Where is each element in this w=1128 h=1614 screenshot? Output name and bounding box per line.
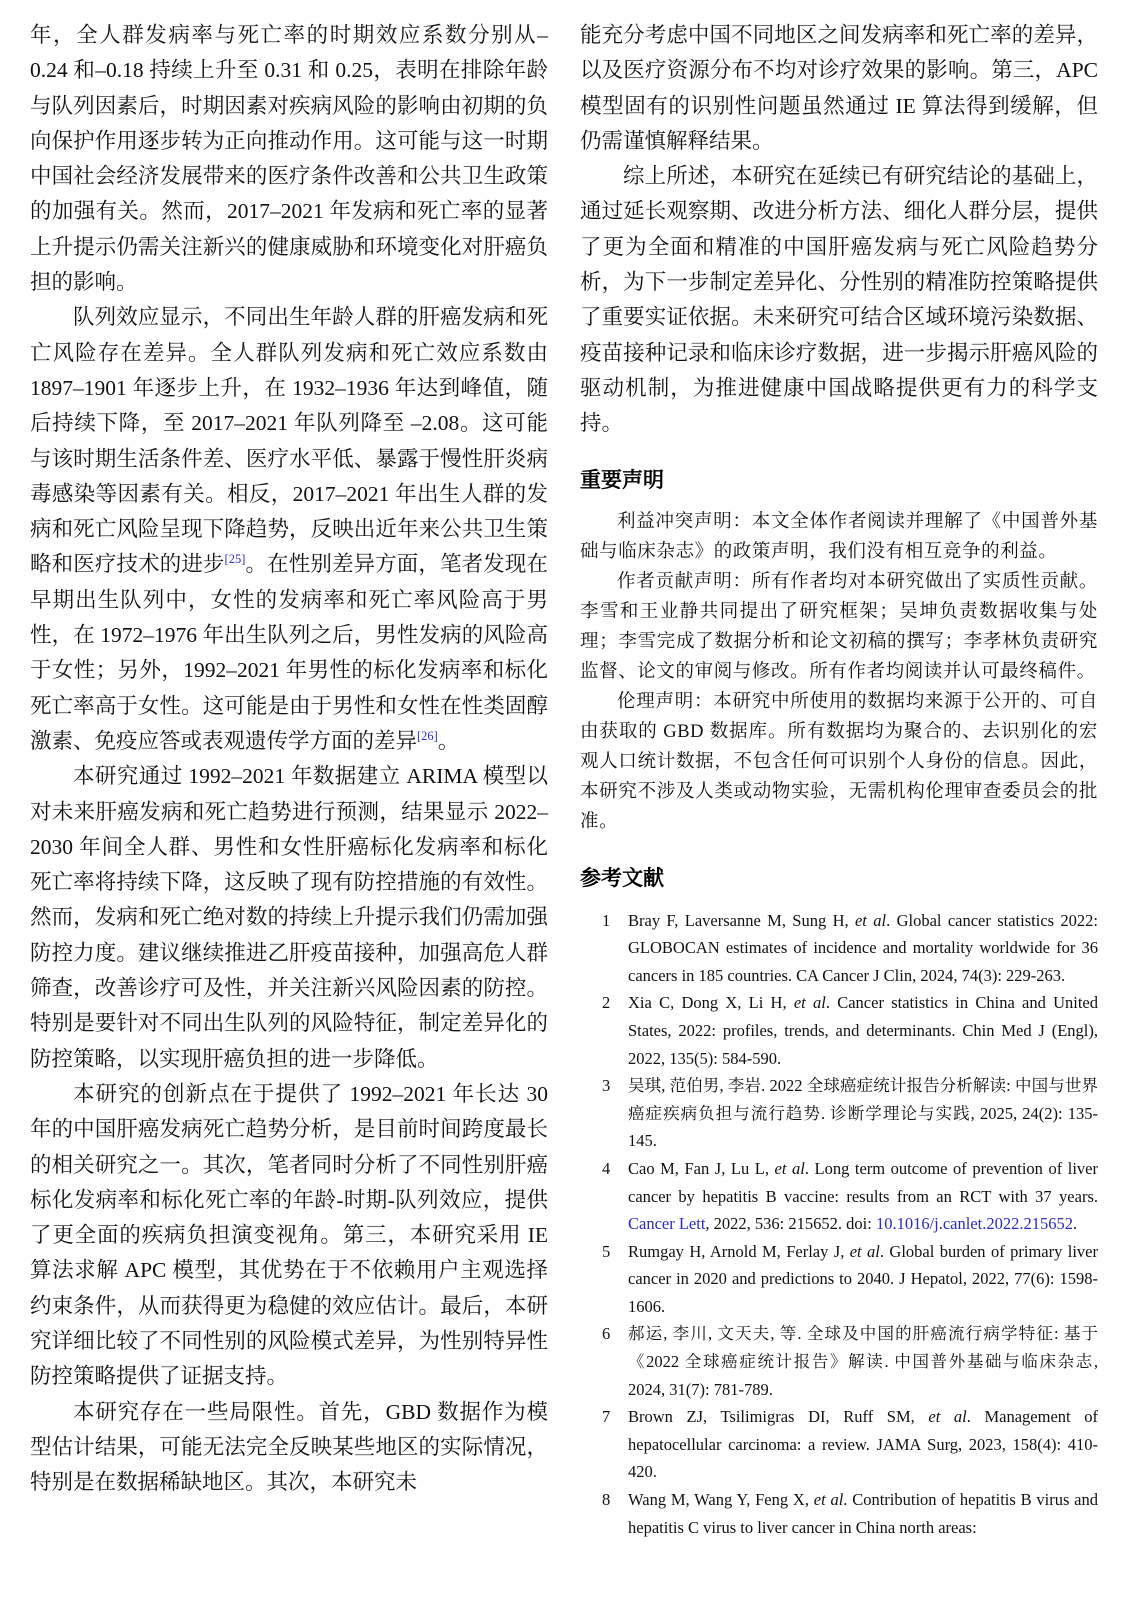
reference-etal: et al [854, 910, 887, 930]
reference-item-1 [580, 907, 1098, 990]
paragraph-period-effect: 年，全人群发病率与死亡率的时期效应系数分别从–0.24 和–0.18 持续上升至 0.31 和 0.25，表明在排除年龄与队列因素后，时期因素对疾病风险的影响由初期的负向保护作用逐步转为正向推动作用。这可能与这一时期中国社会经济发展带来的医疗条件改善和公共卫生政策的加强有关。然而，2017–2021 年发病和死亡率的显著上升提示仍需关注新兴的健康威胁和环境变化对肝癌负担的影响。 [30, 23, 548, 295]
citation-ref-25[interactable]: [25] [224, 552, 246, 567]
left-column [30, 18, 548, 1500]
journal-link-cancer-lett[interactable]: Cancer Lett [628, 1214, 706, 1234]
reference-text: . Management of hepatocellular carcinoma: a review. JAMA Surg, 2023, 158(4): 410-420. [628, 1407, 1098, 1482]
reference-number: 7 [602, 1407, 611, 1427]
paragraph-arima-forecast: 本研究通过 1992–2021 年数据建立 ARIMA 模型以对未来肝癌发病和死亡趋势进行预测，结果显示 2022–2030 年间全人群、男性和女性肝癌标化发病率和标化死亡率将持续下降，这反映了现有防控措施的有效性。然而，发病和死亡绝对数的持续上升提示我们仍需加强防控力度。建议继续推进乙肝疫苗接种，加强高危人群筛查，改善诊疗可及性，并关注新兴风险因素的防控。特别是要针对不同出生队列的风险特征，制定差异化的防控策略，以实现肝癌负担的进一步降低。 [30, 764, 548, 1071]
reference-item-7 [580, 1403, 1098, 1486]
reference-item-5 [580, 1238, 1098, 1321]
reference-text: , 2022, 536: 215652. doi: [705, 1214, 876, 1234]
reference-text: . Cancer statistics in China and United States, 2022: profiles, trends, and determinants. Chin Med J (Engl), 2022, 135(5): 584-590. [628, 993, 1099, 1068]
reference-item-3 [580, 1072, 1098, 1155]
reference-item-2 [580, 989, 1098, 1072]
reference-text: Bray F, Laversanne M, Sung H, [628, 910, 855, 930]
reference-item-4 [580, 1155, 1098, 1238]
references-heading: 参考文献 [580, 866, 664, 890]
reference-etal: et al [928, 1407, 967, 1427]
reference-text: Cao M, Fan J, Lu L, [628, 1158, 775, 1178]
reference-text: 吴琪, 范伯男, 李岩. 2022 全球癌症统计报告分析解读: 中国与世界癌症疾病负担与流行趋势. 诊断学理论与实践, 2025, 24(2): 135-145. [628, 1076, 1098, 1151]
reference-number: 6 [602, 1324, 611, 1344]
reference-text: . Global burden of primary liver cancer in 2020 and predictions to 2040. J Hepatol, 2022, 77(6): 1598-1606. [628, 1241, 1098, 1316]
reference-text: Wang M, Wang Y, Feng X, [628, 1490, 814, 1510]
paragraph-limitations-cont: 能充分考虑中国不同地区之间发病率和死亡率的差异，以及医疗资源分布不均对诊疗效果的影响。第三，APC 模型固有的识别性问题虽然通过 IE 算法得到缓解，但仍需谨慎解释结果。 [580, 23, 1098, 153]
reference-item-6 [580, 1320, 1098, 1403]
right-column [580, 18, 1098, 1541]
statement-ethics: 伦理声明：本研究中所使用的数据均来源于公开的、可自由获取的 GBD 数据库。所有数据均为聚合的、去识别化的宏观人口统计数据，不包含任何可识别个人身份的信息。因此，本研究不涉及人类或动物实验，无需机构伦理审查委员会的批准。 [580, 691, 1098, 832]
reference-etal: et al [793, 993, 826, 1013]
reference-text: . Contribution of hepatitis B virus and hepatitis C virus to liver cancer in China north areas: [628, 1490, 1098, 1537]
reference-etal: et al [774, 1158, 805, 1178]
paragraph-text: 。 [437, 728, 460, 753]
statement-conflict-of-interest: 利益冲突声明：本文全体作者阅读并理解了《中国普外基础与临床杂志》的政策声明，我们没有相互竞争的利益。 [580, 511, 1098, 562]
reference-text: . Long term outcome of prevention of liver cancer by hepatitis B vaccine: results from an RCT with 37 years. [628, 1158, 1098, 1206]
paragraph-text: 。在性别差异方面，笔者发现在早期出生队列中，女性的发病率和死亡率风险高于男性，在 1972–1976 年出生队列之后，男性发病的风险高于女性；另外，1992–2021 年男性的标化发病率和标化死亡率高于女性。这可能是由于男性和女性在性类固醇激素、免疫应答或表观遗传学方面的差异 [30, 552, 548, 753]
citation-ref-26[interactable]: [26] [417, 728, 438, 743]
paragraph-innovations: 本研究的创新点在于提供了 1992–2021 年长达 30 年的中国肝癌发病死亡趋势分析，是目前时间跨度最长的相关研究之一。其次，笔者同时分析了不同性别肝癌标化发病率和标化死亡率的年龄-时期-队列效应，提供了更全面的疾病负担演变视角。第三，本研究采用 IE 算法求解 APC 模型，其优势在于不依赖用户主观选择约束条件，从而获得更为稳健的效应估计。最后，本研究详细比较了不同性别的风险模式差异，为性别特异性防控策略提供了证据支持。 [30, 1081, 548, 1389]
reference-number: 4 [602, 1158, 611, 1178]
paragraph-cohort-effect [30, 300, 548, 759]
reference-etal: et al [849, 1241, 880, 1261]
reference-text: 郝运, 李川, 文天夫, 等. 全球及中国的肝癌流行病学特征: 基于《2022 全球癌症统计报告》解读. 中国普外基础与临床杂志, 2024, 31(7): 781-789. [628, 1324, 1099, 1399]
reference-etal: et al [813, 1490, 844, 1510]
reference-item-8 [580, 1486, 1098, 1541]
reference-number: 5 [602, 1241, 611, 1261]
reference-number: 8 [602, 1490, 611, 1510]
paragraph-text: 队列效应显示，不同出生年龄人群的肝癌发病和死亡风险存在差异。全人群队列发病和死亡效应系数由 1897–1901 年逐步上升，在 1932–1936 年达到峰值，随后持续下降，至 2017–2021 年队列降至 –2.08。这可能与该时期生活条件差、医疗水平低、暴露于慢性肝炎病毒感染等因素有关。相反，2017–2021 年出生人群的发病和死亡风险呈现下降趋势，反映出近年来公共卫生策略和医疗技术的进步 [30, 305, 548, 577]
reference-text: . Global cancer statistics 2022: GLOBOCAN estimates of incidence and mortality worldwide for 36 cancers in 185 countries. CA Cancer J Clin, 2024, 74(3): 229-263. [628, 910, 1098, 985]
reference-text: Rumgay H, Arnold M, Ferlay J, [628, 1241, 850, 1261]
doi-link[interactable]: 10.1016/j.canlet.2022.215652 [875, 1214, 1073, 1234]
reference-text: Xia C, Dong X, Li H, [628, 993, 794, 1013]
reference-number: 3 [602, 1076, 611, 1096]
paragraph-limitations: 本研究存在一些局限性。首先，GBD 数据作为模型估计结果，可能无法完全反映某些地区的实际情况，特别是在数据稀缺地区。其次，本研究未 [30, 1399, 548, 1495]
statement-author-contribution: 作者贡献声明：所有作者均对本研究做出了实质性贡献。李雪和王业静共同提出了研究框架；吴坤负责数据收集与处理；李雪完成了数据分析和论文初稿的撰写；李孝林负责研究监督、论文的审阅与修改。所有作者均阅读并认可最终稿件。 [580, 571, 1098, 682]
reference-text: . [1073, 1214, 1078, 1234]
paragraph-conclusion: 综上所述，本研究在延续已有研究结论的基础上，通过延长观察期、改进分析方法、细化人群分层，提供了更为全面和精准的中国肝癌发病与死亡风险趋势分析，为下一步制定差异化、分性别的精准防控策略提供了重要实证依据。未来研究可结合区域环境污染数据、疫苗接种记录和临床诊疗数据，进一步揭示肝癌风险的驱动机制，为推进健康中国战略提供更有力的科学支持。 [580, 164, 1098, 436]
reference-text: Brown ZJ, Tsilimigras DI, Ruff SM, [628, 1407, 929, 1427]
reference-number: 1 [602, 910, 611, 930]
reference-number: 2 [602, 993, 611, 1013]
statements-heading: 重要声明 [580, 468, 664, 492]
